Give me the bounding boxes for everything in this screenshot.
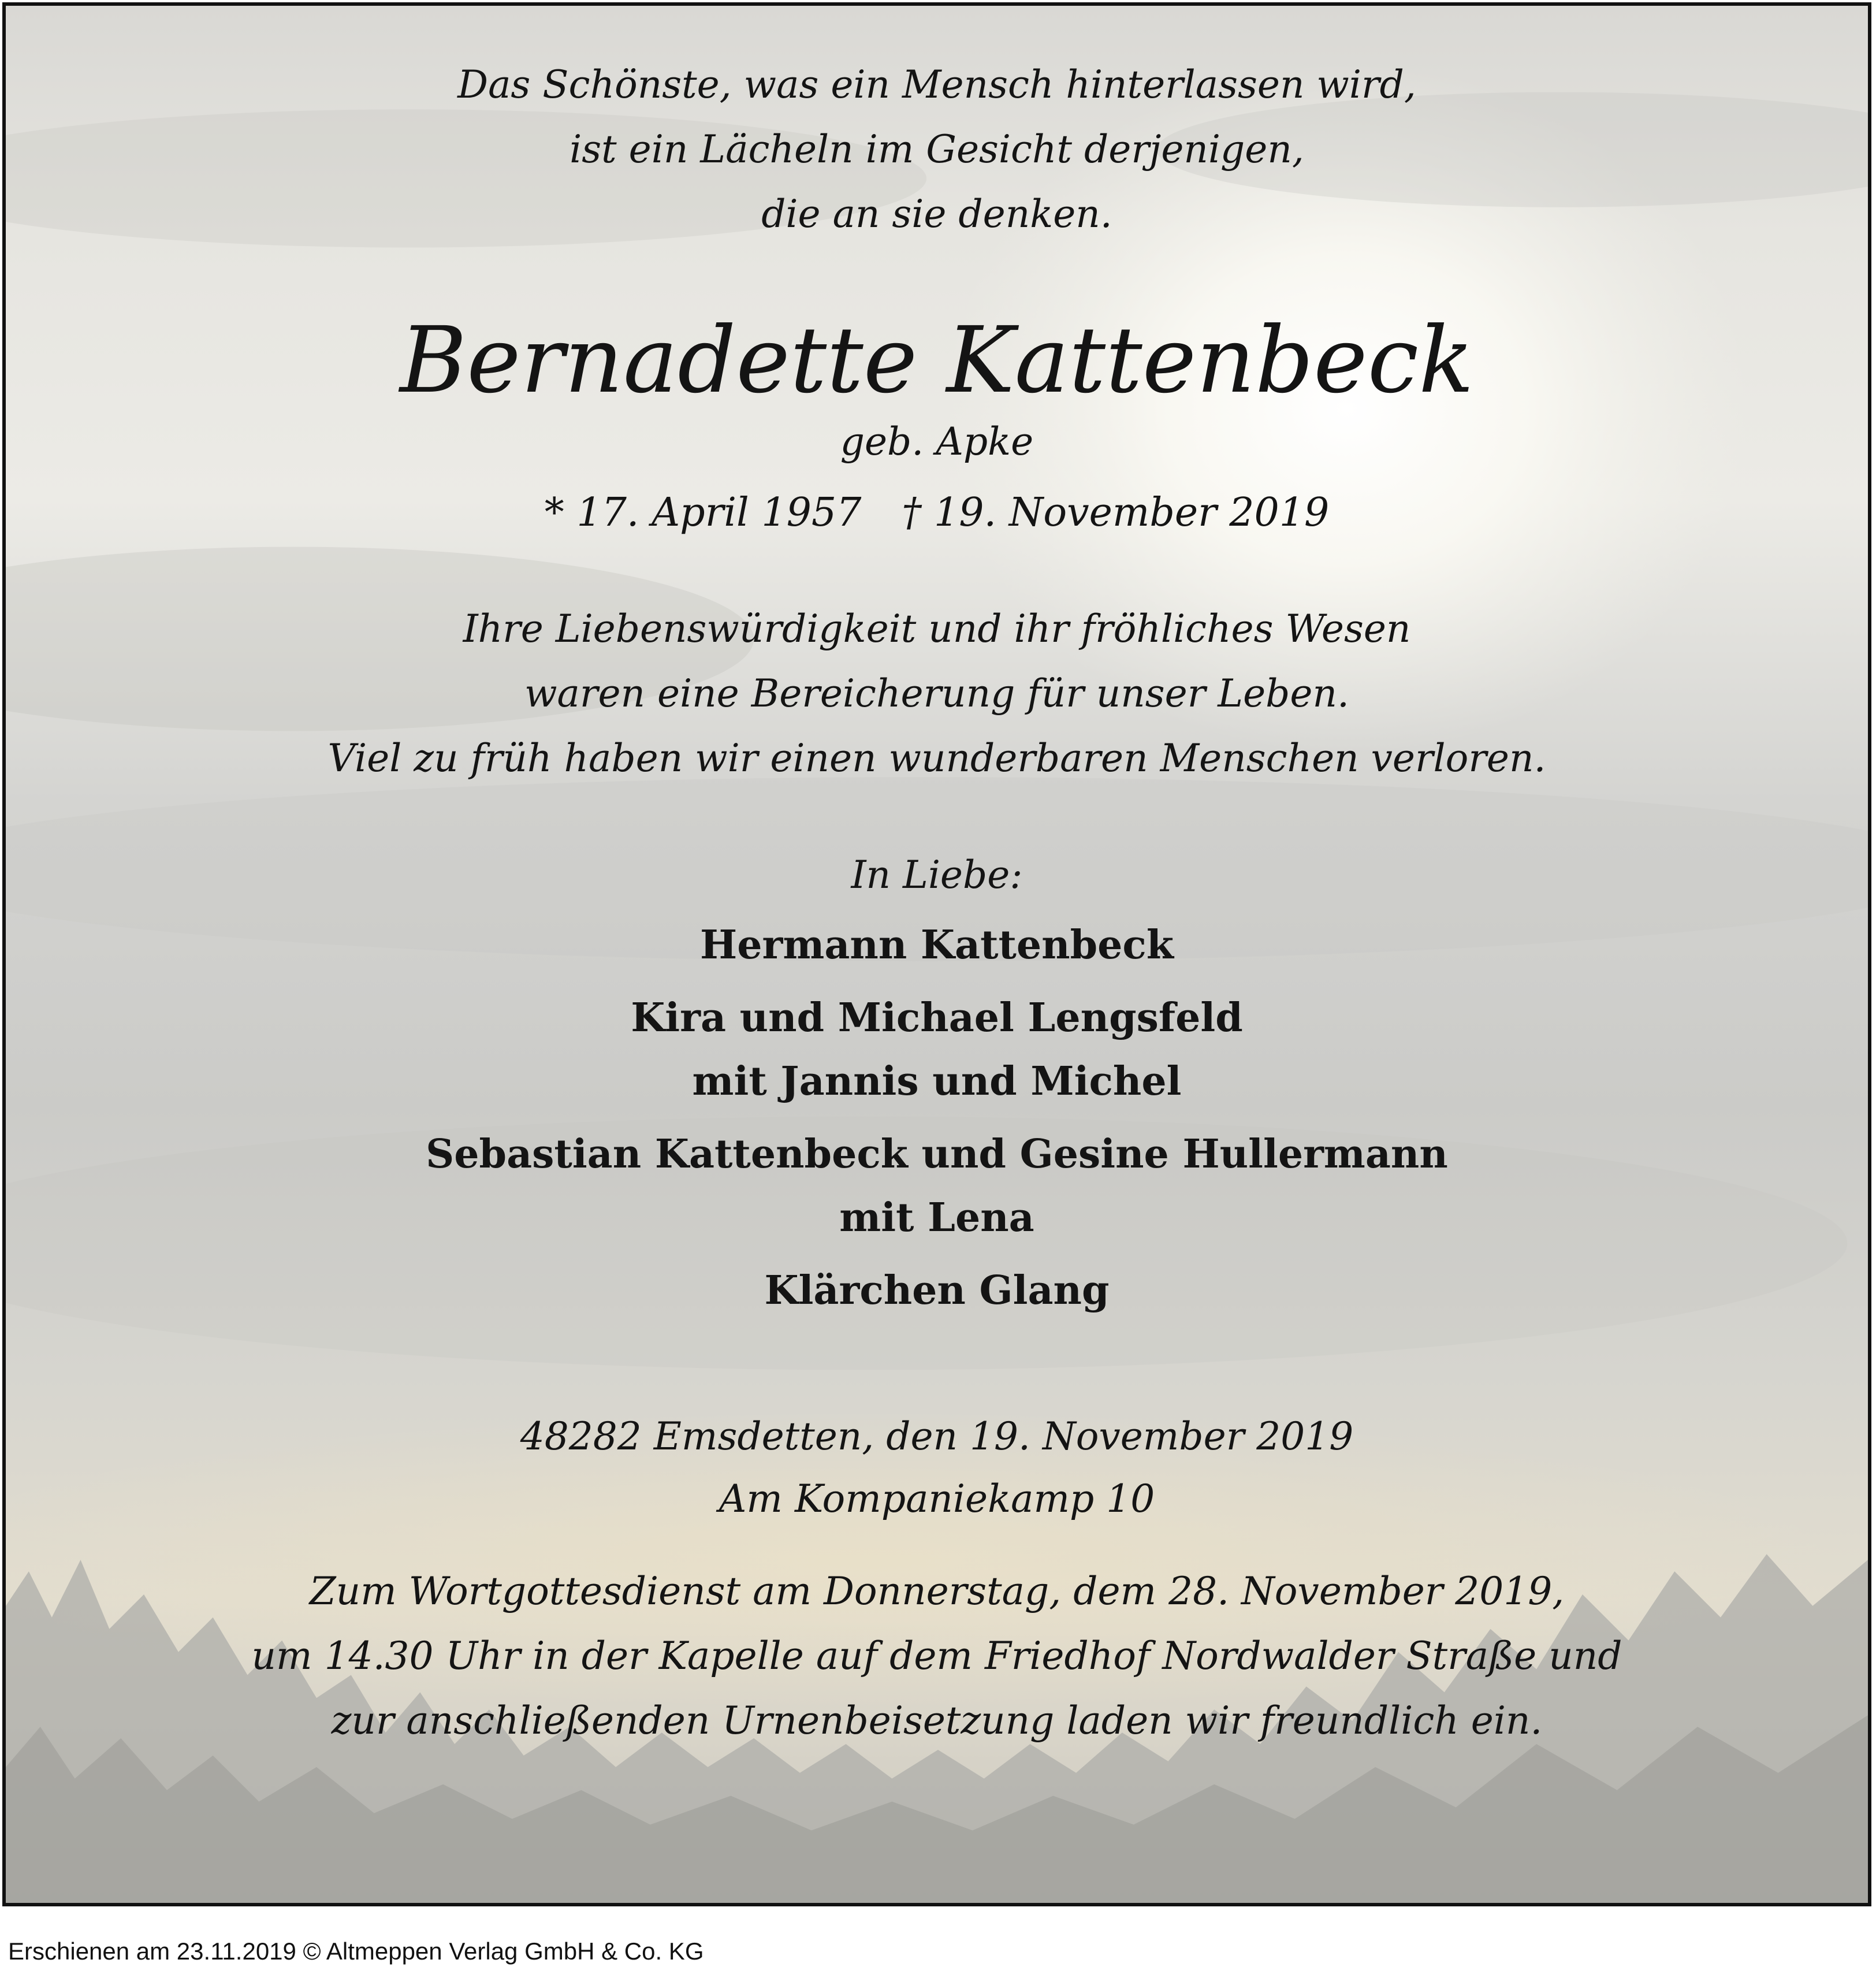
address-line: 48282 Emsdetten, den 19. November 2019	[520, 1414, 1354, 1459]
mourner-line: mit Jannis und Michel	[692, 1058, 1182, 1105]
birth-date: * 17. April 1957	[544, 490, 862, 536]
quote-line: die an sie denken.	[761, 192, 1112, 236]
mourner-line: Hermann Kattenbeck	[700, 922, 1174, 968]
mourner-line: Kira und Michael Lengsfeld	[631, 995, 1243, 1041]
deceased-name: Bernadette Kattenbeck	[400, 307, 1474, 414]
mourner-line: Klärchen Glang	[764, 1267, 1110, 1314]
service-line: Zum Wortgottesdienst am Donnerstag, dem 28. November 2019,	[309, 1569, 1565, 1613]
service-line: zur anschließenden Urnenbeisetzung laden wir freundlich ein.	[331, 1698, 1543, 1743]
death-date: † 19. November 2019	[902, 490, 1330, 536]
quote-line: Das Schönste, was ein Mensch hinterlassen wird,	[457, 62, 1416, 107]
mourner-line: Sebastian Kattenbeck und Gesine Hullermann	[426, 1131, 1448, 1177]
publication-footer: Erschienen am 23.11.2019 © Altmeppen Verlag GmbH & Co. KG	[8, 1938, 704, 1965]
tribute-line: waren eine Bereicherung für unser Leben.	[524, 671, 1349, 716]
mourner-line: mit Lena	[839, 1195, 1034, 1241]
in-love-label: In Liebe:	[851, 853, 1023, 897]
tribute-line: Ihre Liebenswürdigkeit und ihr fröhliches Wesen	[463, 607, 1411, 651]
maiden-name: geb. Apke	[840, 419, 1034, 464]
obituary-notice	[2, 2, 1871, 1906]
quote-line: ist ein Lächeln im Gesicht derjenigen,	[570, 127, 1304, 172]
life-dates	[6, 490, 1868, 536]
address-line: Am Kompaniekamp 10	[719, 1477, 1155, 1521]
tribute-line: Viel zu früh haben wir einen wunderbaren Menschen verloren.	[327, 736, 1546, 780]
service-line: um 14.30 Uhr in der Kapelle auf dem Friedhof Nordwalder Straße und	[251, 1634, 1622, 1678]
